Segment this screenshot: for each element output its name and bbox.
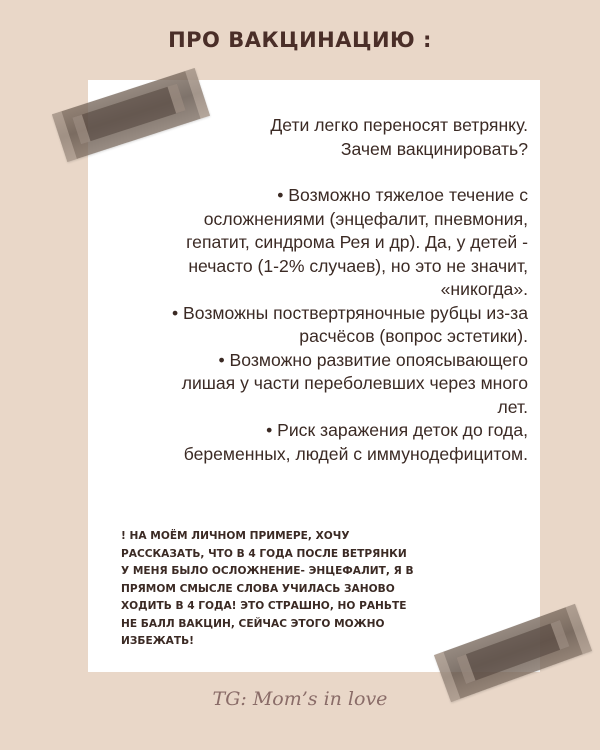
note-line: У МЕНЯ БЫЛО ОСЛОЖНЕНИЕ- ЭНЦЕФАЛИТ, Я В: [121, 565, 414, 577]
note-line: ! НА МОЁМ ЛИЧНОМ ПРИМЕРЕ, ХОЧУ: [121, 530, 350, 542]
intro-text: [96, 114, 528, 161]
bullet-line: беременных, людей с иммунодефицитом.: [183, 443, 528, 464]
bullet-scars: [96, 302, 528, 349]
bullet-line: лет.: [497, 396, 528, 417]
page-title: ПРО ВАКЦИНАЦИЮ :: [168, 28, 432, 52]
bullet-line: лишая у части переболевших через много: [181, 373, 528, 393]
main-text: [96, 114, 528, 466]
bullet-shingles: [96, 349, 528, 420]
bullet-line: расчёсов (вопрос эстетики).: [299, 326, 528, 346]
bullet-line: • Возможно тяжелое течение с: [277, 185, 528, 205]
bullet-line: • Риск заражения деток до года,: [266, 420, 528, 440]
bullet-complications: [96, 184, 528, 302]
intro-line: Дети легко переносят ветрянку.: [270, 115, 528, 135]
bullet-line: гепатит, синдрома Рея и др). Да, у детей -: [186, 232, 528, 252]
note-line: ИЗБЕЖАТЬ!: [121, 635, 195, 647]
footer-credit: TG: Mom’s in love: [212, 688, 388, 710]
bullet-line: нечасто (1-2% случаев), но это не значит,: [188, 255, 528, 276]
bullet-line: • Возможно развитие опоясывающего: [218, 349, 528, 370]
bullet-line: • Возможны поствертряночные рубцы из-за: [172, 302, 528, 323]
bullet-infection-risk: [96, 419, 528, 466]
note-line: РАССКАЗАТЬ, ЧТО В 4 ГОДА ПОСЛЕ ВЕТРЯНКИ: [121, 547, 407, 560]
bullet-line: «никогда».: [440, 279, 528, 299]
note-line: ХОДИТЬ В 4 ГОДА! ЭТО СТРАШНО, НО РАНЬТЕ: [121, 600, 407, 612]
bullet-line: осложнениями (энцефалит, пневмония,: [203, 208, 528, 229]
note-line: ПРЯМОМ СМЫСЛЕ СЛОВА УЧИЛАСЬ ЗАНОВО: [121, 582, 395, 595]
note-line: НЕ БАЛЛ ВАКЦИН, СЕЙЧАС ЭТОГО МОЖНО: [121, 617, 385, 630]
intro-line: Зачем вакцинировать?: [340, 138, 528, 159]
personal-note: [121, 528, 451, 651]
